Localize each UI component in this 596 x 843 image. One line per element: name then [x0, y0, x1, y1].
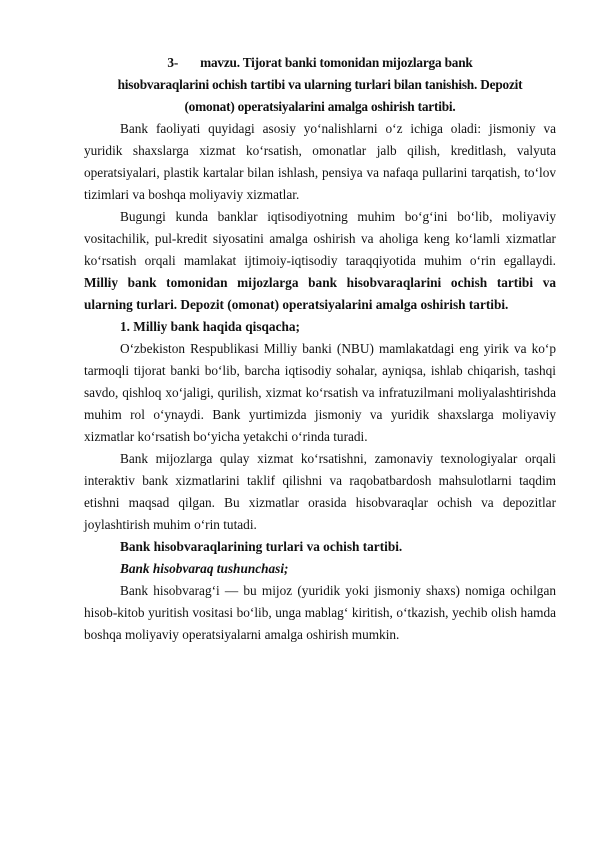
heading-account-types: Bank hisobvaraqlarining turlari va ochish tartibi.: [120, 539, 403, 554]
document-title: [84, 52, 556, 118]
document-page: [84, 52, 556, 646]
paragraph-banks-role-bold: Milliy bank tomonidan mijozlarga bank hisobvaraqlarini ochish tartibi va ularning turlari. Depozit (omonat) operatsiyalarini amalga oshirish tartibi.: [84, 275, 556, 312]
title-line-2: hisobvaraqlarini ochish tartibi va ularning turlari bilan tanishish. Depozit: [117, 77, 523, 92]
paragraph-banks-role-text: Bugungi kunda banklar iqtisodiyotning muhim bo‘g‘ini bo‘lib, moliyaviy vositachilik, pul-kredit siyosatini amalga oshirish va aholiga keng ko‘lamli xizmatlar ko‘rsatish orqali mamlakat ijtimoiy-iqtisodiy taraqqiyotida muhim o‘rin egallaydi.: [84, 209, 556, 268]
title-line-1-text: mavzu. Tijorat banki tomonidan mijozlarga bank: [200, 55, 473, 70]
title-line-3: (omonat) operatsiyalarini amalga oshirish tartibi.: [184, 99, 456, 114]
title-line-1: [84, 52, 556, 74]
paragraph-banks-role: [84, 206, 556, 316]
paragraph-nbu-services: Bank mijozlarga qulay xizmat ko‘rsatishni, zamonaviy texnologiyalar orqali interaktiv bank xizmatlarini taklif qilishni va raqobatbardosh mahsulotlarni taqdim etishni maqsad qilgan. Bu xizmatlar orasida hisobvaraqlar ochish va depozitlar joylashtirish muhim o‘rin tutadi.: [84, 451, 556, 532]
paragraph-nbu-overview: O‘zbekiston Respublikasi Milliy banki (NBU) mamlakatdagi eng yirik va ko‘p tarmoqli tijorat banki bo‘lib, barcha iqtisodiy sohalar, ayniqsa, ishlab chiqarish, tashqi savdo, qishloq xo‘jaligi, qurilish, xizmat ko‘rsatish va infratuzilmani moliyalashtirishda muhim rol o‘ynaydi. Bank yurtimizda jismoniy va yuridik shaxslarga moliyaviy xizmatlar ko‘rsatish bo‘yicha yetakchi o‘rinda turadi.: [84, 341, 556, 444]
heading-national-bank: 1. Milliy bank haqida qisqacha;: [120, 319, 300, 334]
paragraph-bank-activities: Bank faoliyati quyidagi asosiy yo‘nalishlarni o‘z ichiga oladi: jismoniy va yuridik shaxslarga xizmat ko‘rsatish, omonatlar jalb qilish, kreditlash, valyuta operatsiyalari, plastik kartalar bilan ishlash, pensiya va nafaqa pullarini tarqatish, to‘lov tizimlari va boshqa moliyaviy xizmatlar.: [84, 121, 556, 202]
heading-account-concept: Bank hisobvaraq tushunchasi;: [120, 561, 289, 576]
paragraph-account-definition: Bank hisobvarag‘i — bu mijoz (yuridik yoki jismoniy shaxs) nomiga ochilgan hisob-kitob yuritish vositasi bo‘lib, unga mablag‘ kiritish, o‘tkazish, yechib olish hamda boshqa moliyaviy operatsiyalarni amalga oshirish mumkin.: [84, 583, 556, 642]
topic-number: 3-: [167, 55, 179, 70]
